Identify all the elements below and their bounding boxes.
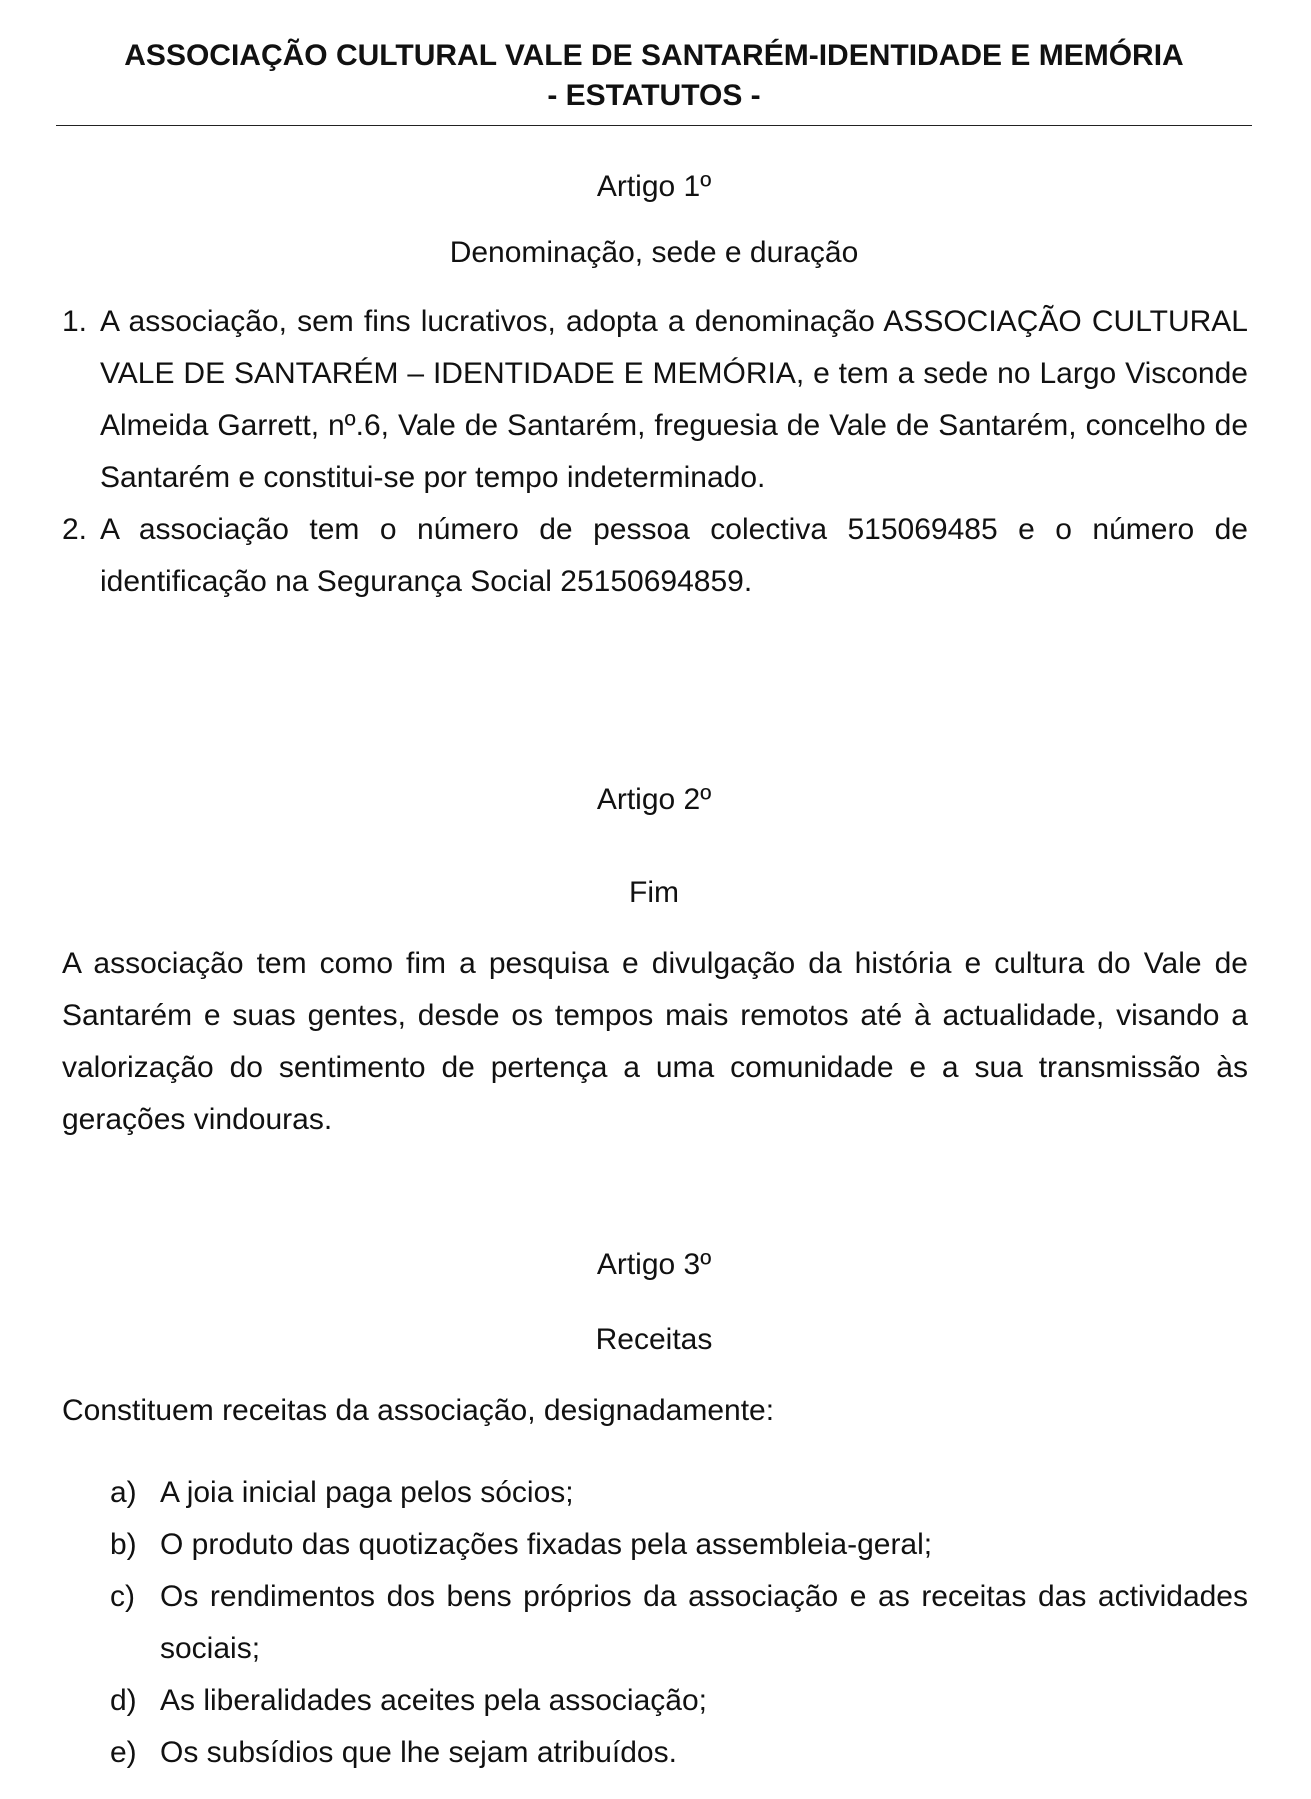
article-2-title: Fim: [629, 876, 679, 909]
article-2-number: Artigo 2º: [596, 783, 712, 816]
list-item-text: Os rendimentos dos bens próprios da associação e as receitas das actividades sociais;: [160, 1580, 1248, 1665]
article-3-title: Receitas: [595, 1323, 713, 1356]
list-item: [110, 1467, 1248, 1519]
list-item: [62, 504, 1248, 608]
list-item-marker: b): [110, 1528, 137, 1561]
list-item-text: A associação, sem fins lucrativos, adopta a denominação ASSOCIAÇÃO CULTURAL VALE DE SANTARÉM – IDENTIDADE E MEMÓRIA, e tem a sede no Largo Visconde Almeida Garrett, nº.6, Vale de Santarém, freguesia de Vale de Santarém, concelho de Santarém e constitui-se por tempo indeterminado.: [100, 305, 1248, 494]
article-3-list: [110, 1467, 1248, 1779]
document-header: [56, 36, 1252, 116]
list-item-marker: e): [110, 1736, 137, 1769]
article-1-list: [62, 296, 1248, 608]
list-item-text: Os subsídios que lhe sejam atribuídos.: [160, 1736, 677, 1769]
list-item-marker: c): [110, 1580, 135, 1613]
list-item-marker: 2.: [62, 513, 88, 546]
list-item-text: O produto das quotizações fixadas pela assembleia-geral;: [160, 1528, 933, 1561]
list-item-marker: a): [110, 1476, 137, 1509]
header-subtitle: - ESTATUTOS -: [547, 79, 761, 112]
list-item: [62, 296, 1248, 504]
article-2-body: A associação tem como fim a pesquisa e divulgação da história e cultura do Vale de Santarém e suas gentes, desde os tempos mais remotos até à actualidade, visando a valorização do sentimento de pertença a uma comunidade e a sua transmissão às gerações vindouras.: [62, 947, 1248, 1136]
list-item: [110, 1675, 1248, 1727]
header-title: ASSOCIAÇÃO CULTURAL VALE DE SANTARÉM-IDENTIDADE E MEMÓRIA: [124, 39, 1184, 72]
article-3-intro: Constituem receitas da associação, designadamente:: [62, 1394, 775, 1427]
list-item-text: As liberalidades aceites pela associação;: [160, 1684, 707, 1717]
list-item: [110, 1519, 1248, 1571]
list-item-text: A associação tem o número de pessoa colectiva 515069485 e o número de identificação na Segurança Social 25150694859.: [100, 513, 1248, 598]
list-item-marker: d): [110, 1684, 137, 1717]
list-item-marker: 1.: [62, 305, 88, 338]
list-item-text: A joia inicial paga pelos sócios;: [160, 1476, 574, 1509]
list-item: [110, 1571, 1248, 1675]
header-divider: [56, 125, 1252, 126]
article-1-number: Artigo 1º: [596, 170, 712, 203]
article-1-title: Denominação, sede e duração: [449, 236, 859, 269]
article-3-number: Artigo 3º: [596, 1248, 712, 1281]
list-item: [110, 1727, 1248, 1779]
